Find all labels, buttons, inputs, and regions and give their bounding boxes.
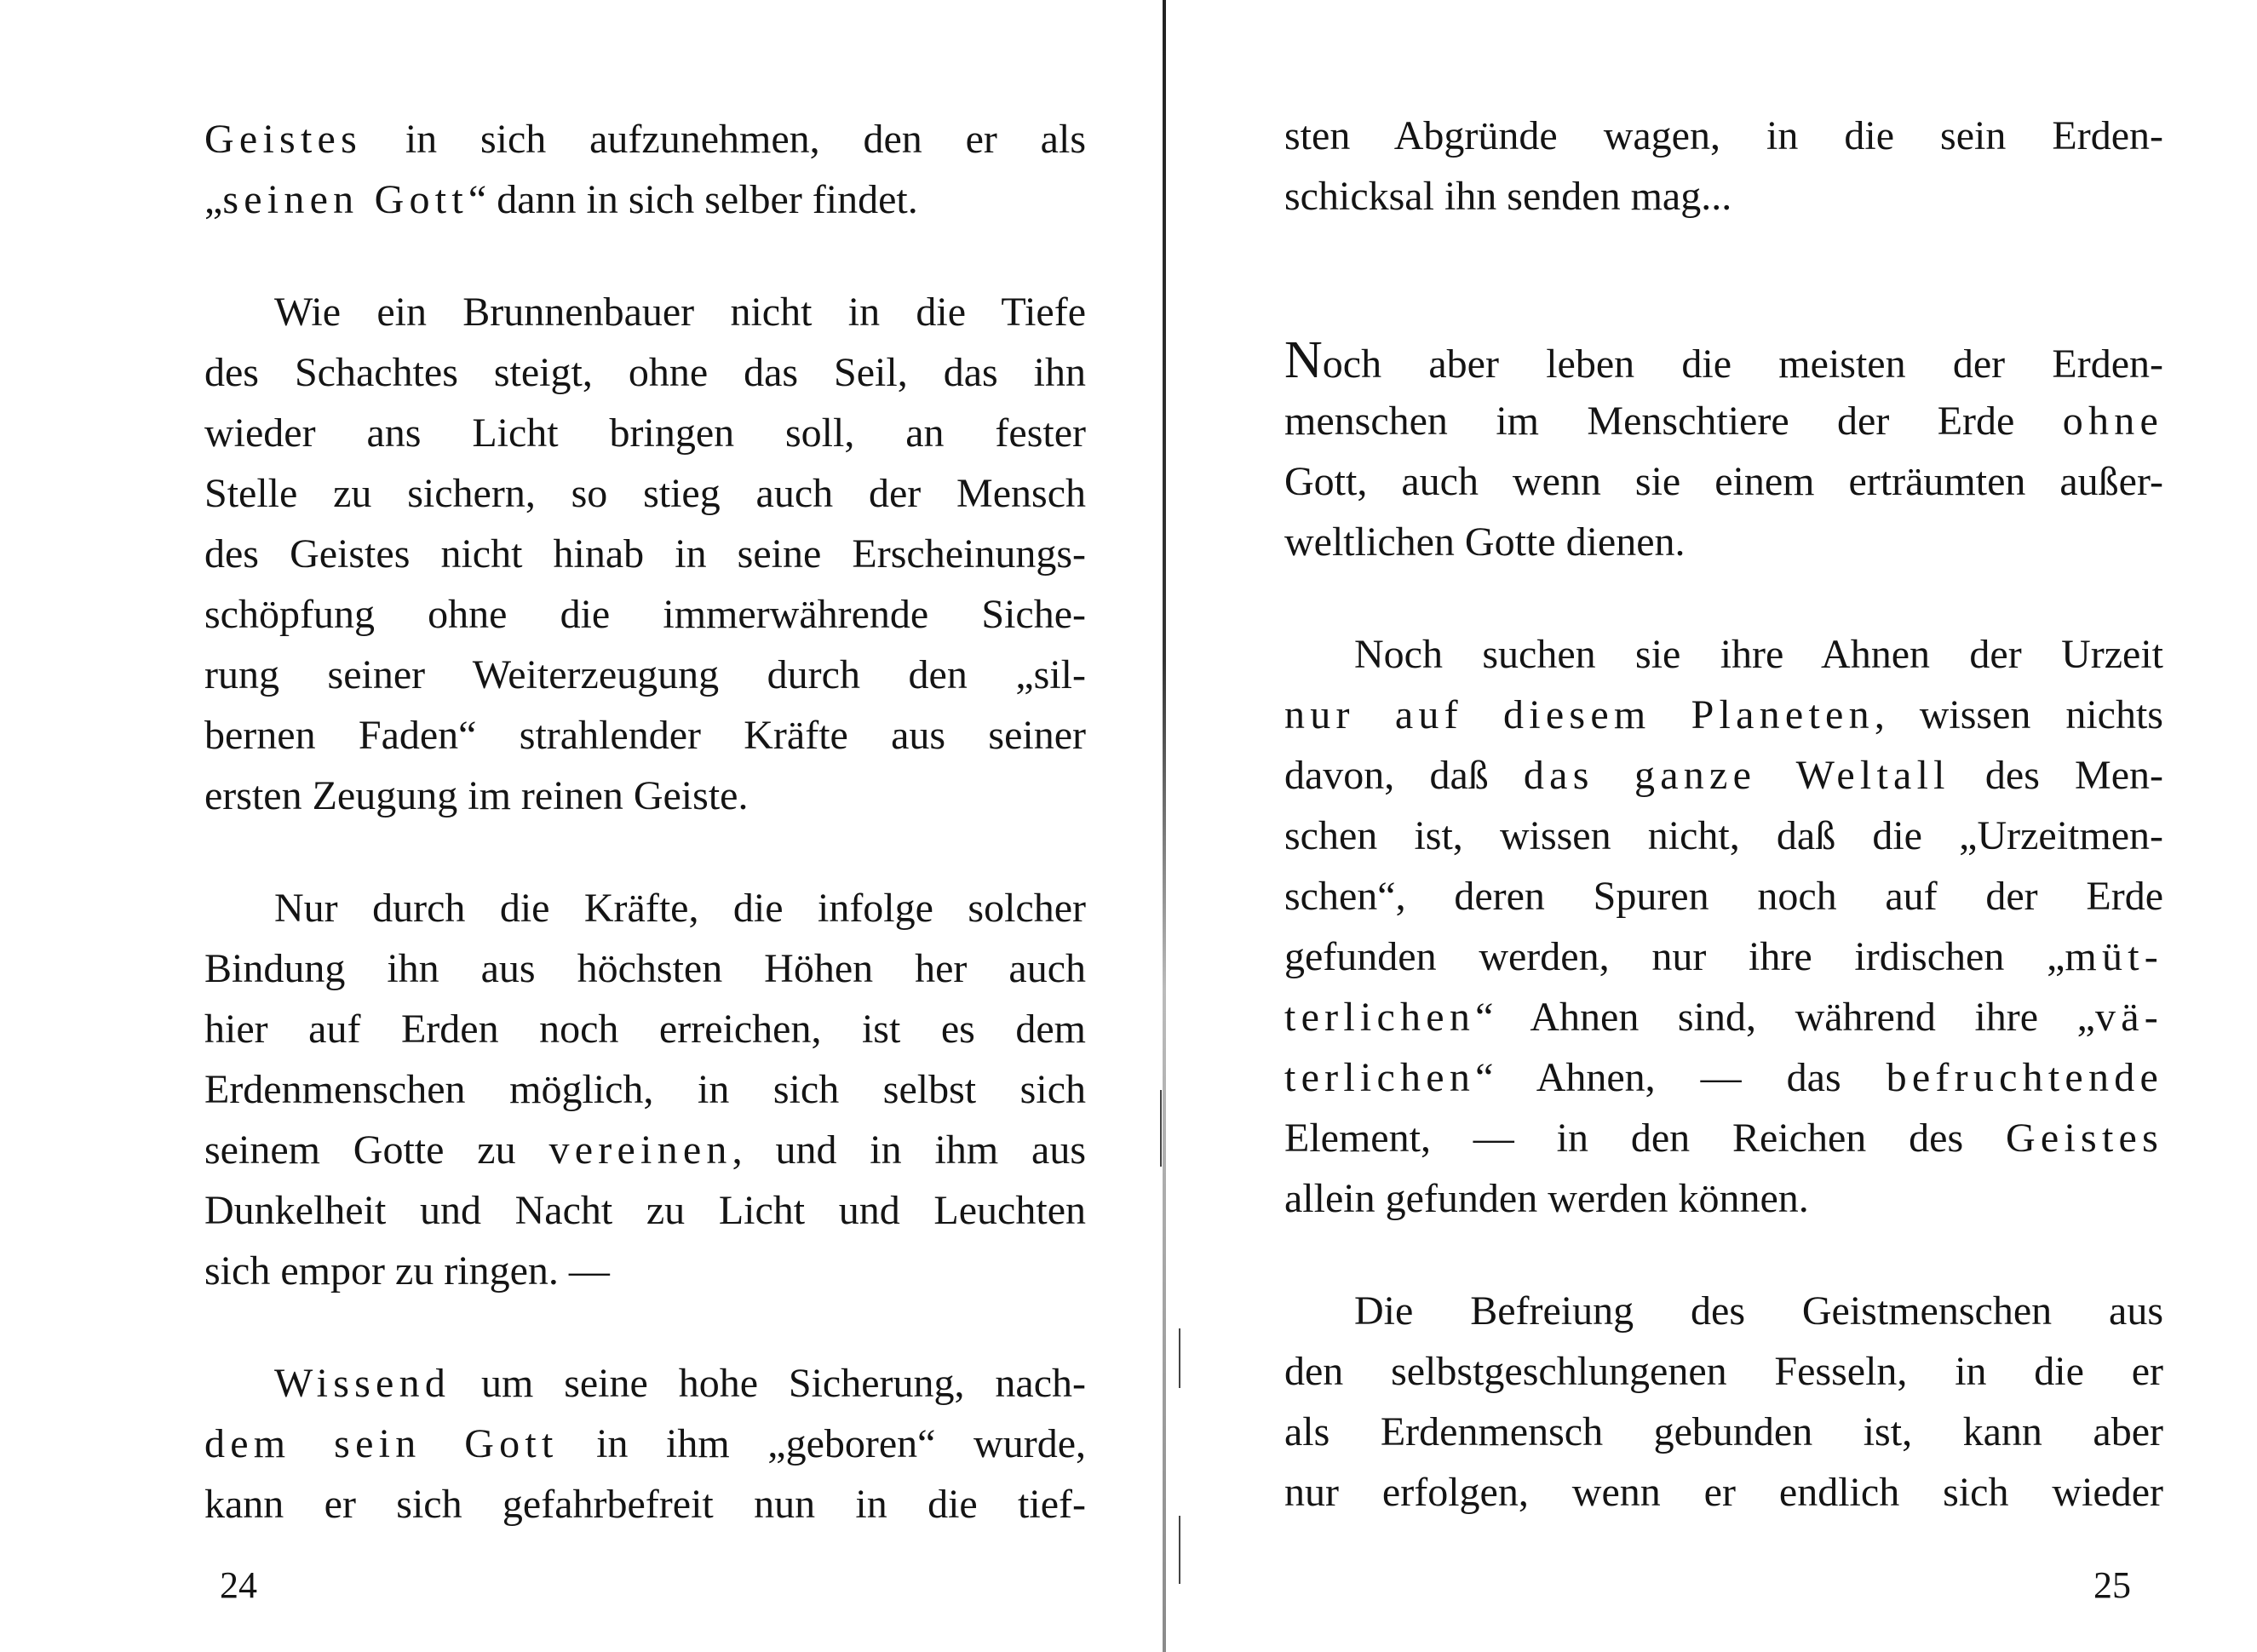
text-line: den selbstgeschlungenen Fesseln, in die er [1284, 1349, 2163, 1394]
text-line: schöpfung ohne die immerwährende Siche- [204, 592, 1086, 637]
spaced-word: terlichen [1284, 1055, 1476, 1100]
text-line: dem sein Gott in ihm „geboren“ wurde, [204, 1421, 1086, 1466]
text-line: als Erdenmensch gebunden ist, kann aber [1284, 1409, 2163, 1454]
text-line: schicksal ihn senden mag... [1284, 174, 1732, 219]
spaced-word: müt- [2065, 934, 2163, 979]
text-line: bernen Faden“ strahlender Kräfte aus seiner [204, 713, 1086, 758]
text-line: Erdenmenschen möglich, in sich selbst sich [204, 1067, 1086, 1112]
spaced-word: ohne [2062, 399, 2163, 444]
text-line: Noch aber leben die meisten der Erden- [1284, 331, 2163, 389]
spaced-word: Geistes [2006, 1116, 2163, 1161]
text-line: Nur durch die Kräfte, die infolge solcher [274, 886, 1086, 931]
text-line: schen“, deren Spuren noch auf der Erde [1284, 874, 2163, 919]
text-line: seinem Gotte zu vereinen, und in ihm aus [204, 1127, 1086, 1173]
section-gap [1284, 227, 2163, 330]
spaced-word: das ganze Weltall [1523, 753, 1950, 798]
right-page-text [1284, 106, 2163, 1523]
text-line: terlichen“ Ahnen, — das befruchtende [1284, 1055, 2163, 1100]
text-line: wieder ans Licht bringen soll, an fester [204, 410, 1086, 456]
text-line: nur auf diesem Planeten, wissen nichts [1284, 692, 2163, 737]
paragraph-gap [204, 230, 1086, 282]
text-line: Die Befreiung des Geistmenschen aus [1354, 1288, 2163, 1334]
text-line: Bindung ihn aus höchsten Höhen her auch [204, 946, 1086, 991]
spaced-word: Wissend [274, 1361, 451, 1406]
text-line: davon, daß das ganze Weltall des Men- [1284, 753, 2164, 798]
text-line: menschen im Menschtiere der Erde ohne [1284, 399, 2163, 444]
paragraph-gap [1284, 572, 2163, 624]
text-line: terlichen“ Ahnen sind, während ihre „vä- [1284, 995, 2163, 1040]
text-line: allein gefunden werden können. [1284, 1176, 1809, 1221]
text-line: des Schachtes steigt, ohne das Seil, das ihn [204, 350, 1086, 395]
paragraph-gap [204, 1301, 1086, 1353]
spaced-word: seinen Gott [222, 177, 468, 222]
text-line: Wie ein Brunnenbauer nicht in die Tiefe [274, 290, 1086, 335]
text-line: sten Abgründe wagen, in die sein Erden- [1284, 113, 2163, 158]
right-page [1175, 0, 2257, 1652]
text-line: Dunkelheit und Nacht zu Licht und Leuchten [204, 1188, 1086, 1233]
spaced-word: terlichen [1284, 995, 1476, 1040]
spaced-word: Geistes [204, 117, 362, 162]
text-line: Noch suchen sie ihre Ahnen der Urzeit [1354, 632, 2163, 677]
text-line: Wissend um seine hohe Sicherung, nach- [274, 1361, 1086, 1406]
spaced-word: vä- [2094, 995, 2163, 1040]
text-line: ersten Zeugung im reinen Geiste. [204, 773, 749, 818]
paragraph-gap [204, 826, 1086, 878]
text-line: Element, — in den Reichen des Geistes [1284, 1116, 2163, 1161]
text-line: weltlichen Gotte dienen. [1284, 519, 1686, 565]
text-line: hier auf Erden noch erreichen, ist es dem [204, 1007, 1086, 1052]
text-line: kann er sich gefahrbefreit nun in die tief- [204, 1482, 1086, 1527]
text-line: Stelle zu sichern, so stieg auch der Mensch [204, 471, 1086, 516]
text-line: des Geistes nicht hinab in seine Erscheinungs- [204, 531, 1086, 576]
text-line: „seinen Gott“ dann in sich selber findet. [204, 177, 918, 222]
text-line: nur erfolgen, wenn er endlich sich wieder [1284, 1470, 2163, 1515]
spaced-word: nur auf diesem Planeten [1284, 692, 1875, 737]
spaced-word: befruchtende [1886, 1055, 2163, 1100]
text-line: sich empor zu ringen. — [204, 1248, 610, 1293]
text-line: Geistes in sich aufzunehmen, den er als [204, 117, 1086, 162]
text-line: gefunden werden, nur ihre irdischen „müt- [1284, 934, 2163, 979]
gutter-mark [1160, 1090, 1162, 1167]
left-page-text [204, 109, 1086, 1534]
paragraph-gap [1284, 1229, 2163, 1281]
text-line: Gott, auch wenn sie einem erträumten außer- [1284, 459, 2163, 504]
text-line: rung seiner Weiterzeugung durch den „sil- [204, 652, 1086, 697]
page-number: 25 [2093, 1564, 2131, 1606]
binding-gutter [1163, 0, 1166, 1652]
spaced-word: dem sein Gott [204, 1421, 559, 1466]
initial-letter: N [1284, 331, 1323, 389]
page-number: 24 [220, 1564, 257, 1606]
spaced-word: vereinen [548, 1127, 732, 1173]
text-line: schen ist, wissen nicht, daß die „Urzeitmen- [1284, 813, 2163, 858]
